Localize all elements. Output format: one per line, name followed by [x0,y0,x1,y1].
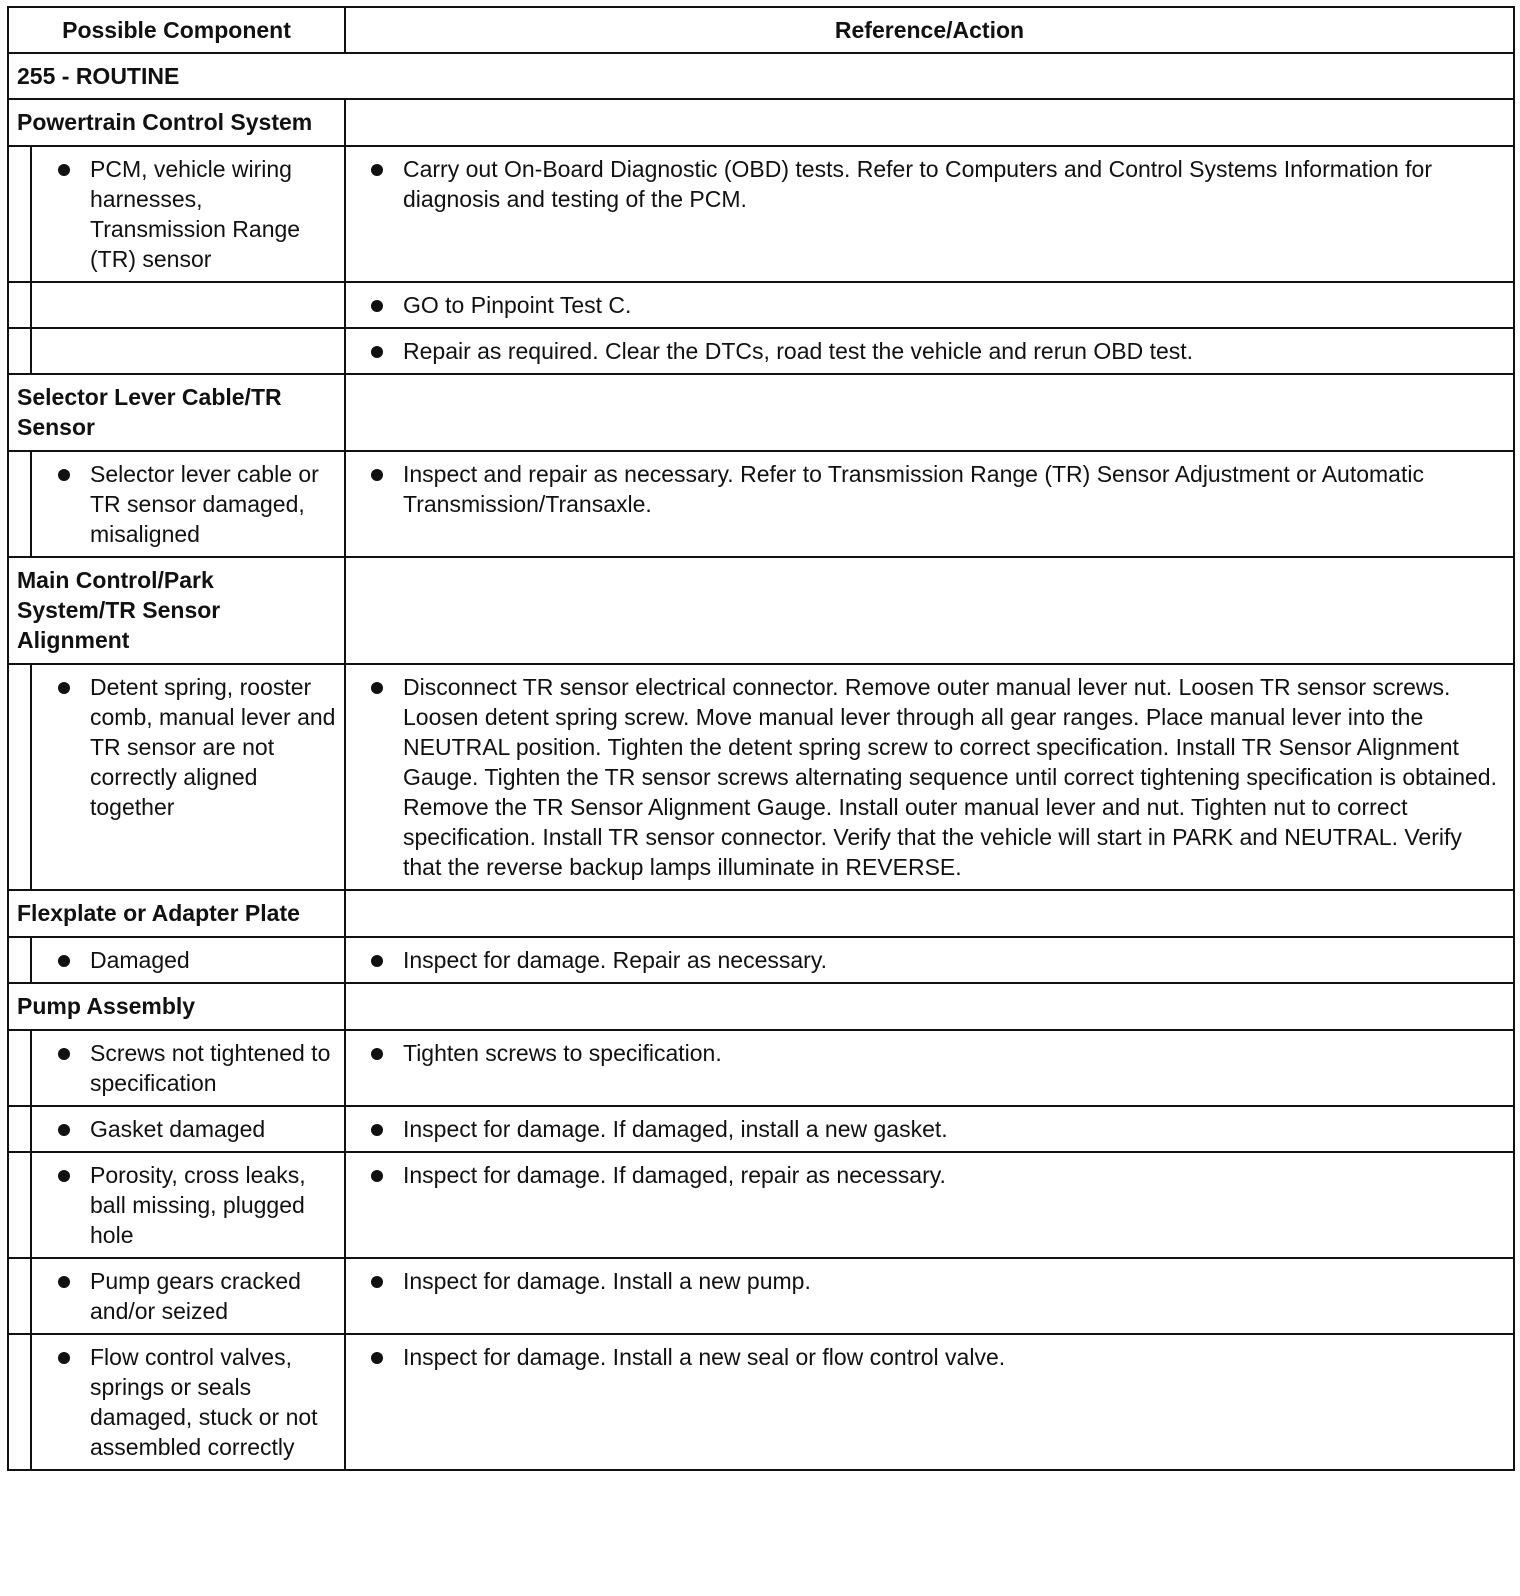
section-heading: Main Control/Park System/TR Sensor Alignment [8,557,345,664]
component-cell [31,1030,345,1106]
bullet-icon [58,1170,70,1182]
section-heading-action-cell [345,99,1514,146]
action-cell [345,146,1514,282]
table-row [8,451,1514,557]
table-row [8,282,1514,328]
action-cell [345,328,1514,374]
action-text: Disconnect TR sensor electrical connector. Remove outer manual lever nut. Loosen TR sensor screws. Loosen detent spring screw. Move manual lever through all gear ranges. Place manual lever into the NEUTRAL position. Tighten the detent spring screw to correct specification. Install TR Sensor Alignment Gauge. Tighten the TR sensor screws alternating sequence until correct tightening specification is obtained. Remove the TR Sensor Alignment Gauge. Install outer manual lever and nut. Tighten nut to correct specification. Install TR sensor connector. Verify that the vehicle will start in PARK and NEUTRAL. Verify that the reverse backup lamps illuminate in REVERSE. [403,674,1497,880]
action-text: Inspect for damage. Install a new pump. [403,1268,811,1294]
action-cell [345,1106,1514,1152]
table-row [8,1258,1514,1334]
action-cell [345,451,1514,557]
section-heading-action-cell [345,557,1514,664]
section-heading: Powertrain Control System [8,99,345,146]
table-row [8,1106,1514,1152]
action-cell [345,937,1514,983]
indent-cell [8,282,31,328]
routine-label: 255 - ROUTINE [17,63,180,89]
table-row [8,1152,1514,1258]
bullet-icon [58,1352,70,1364]
table-row [8,664,1514,890]
section-heading-row [8,374,1514,451]
bullet-icon [58,1124,70,1136]
bullet-icon [371,1276,383,1288]
bullet-icon [371,1170,383,1182]
component-text: PCM, vehicle wiring harnesses, Transmission Range (TR) sensor [90,156,301,272]
section-heading: Selector Lever Cable/TR Sensor [8,374,345,451]
bullet-icon [371,1352,383,1364]
component-cell [31,1106,345,1152]
action-cell [345,1258,1514,1334]
component-text: Flow control valves, springs or seals damaged, stuck or not assembled correctly [90,1344,318,1460]
indent-cell [8,1334,31,1470]
indent-cell [8,664,31,890]
indent-cell [8,1258,31,1334]
indent-cell [8,451,31,557]
component-cell [31,451,345,557]
section-heading-row [8,557,1514,664]
component-text: Detent spring, rooster comb, manual lever and TR sensor are not correctly aligned together [90,674,336,820]
section-heading-action-cell [345,890,1514,937]
bullet-icon [371,682,383,694]
table-row [8,1030,1514,1106]
table-row [8,937,1514,983]
indent-cell [8,1152,31,1258]
component-text: Pump gears cracked and/or seized [90,1268,301,1324]
routine-row [8,53,1514,99]
action-cell [345,1334,1514,1470]
action-text: Inspect for damage. If damaged, install a new gasket. [403,1116,948,1142]
component-cell [31,146,345,282]
section-heading: Flexplate or Adapter Plate [8,890,345,937]
component-cell [31,282,345,328]
component-cell [31,1152,345,1258]
indent-cell [8,1106,31,1152]
action-text: Repair as required. Clear the DTCs, road test the vehicle and rerun OBD test. [403,338,1194,364]
component-cell [31,1334,345,1470]
action-text: Inspect for damage. If damaged, repair as necessary. [403,1162,946,1188]
diagnostic-table [7,6,1515,1471]
table-row [8,1334,1514,1470]
indent-cell [8,1030,31,1106]
action-cell [345,282,1514,328]
bullet-icon [58,955,70,967]
indent-cell [8,937,31,983]
component-cell [31,664,345,890]
component-text: Screws not tightened to specification [90,1040,331,1096]
bullet-icon [371,300,383,312]
indent-cell [8,146,31,282]
bullet-icon [58,164,70,176]
bullet-icon [58,469,70,481]
bullet-icon [58,1276,70,1288]
component-text: Selector lever cable or TR sensor damaged, misaligned [90,461,319,547]
bullet-icon [371,346,383,358]
component-cell [31,328,345,374]
component-cell [31,1258,345,1334]
action-cell [345,1030,1514,1106]
action-text: Inspect and repair as necessary. Refer to Transmission Range (TR) Sensor Adjustment or Automatic Transmission/Transaxle. [403,461,1424,517]
bullet-icon [58,1048,70,1060]
header-reference-action: Reference/Action [345,7,1514,53]
action-text: Inspect for damage. Install a new seal or flow control valve. [403,1344,1006,1370]
bullet-icon [58,682,70,694]
component-text: Damaged [90,947,190,973]
section-heading-row [8,99,1514,146]
header-possible-component: Possible Component [8,7,345,53]
action-text: Tighten screws to specification. [403,1040,722,1066]
table-row [8,328,1514,374]
header-row [8,7,1514,53]
section-heading-action-cell [345,374,1514,451]
component-text: Gasket damaged [90,1116,266,1142]
component-text: Porosity, cross leaks, ball missing, plugged hole [90,1162,306,1248]
bullet-icon [371,955,383,967]
action-text: Inspect for damage. Repair as necessary. [403,947,828,973]
action-cell [345,1152,1514,1258]
action-text: Carry out On-Board Diagnostic (OBD) tests. Refer to Computers and Control Systems Information for diagnosis and testing of the PCM. [403,156,1432,212]
action-cell [345,664,1514,890]
bullet-icon [371,164,383,176]
section-heading-action-cell [345,983,1514,1030]
table-row [8,146,1514,282]
component-cell [31,937,345,983]
bullet-icon [371,1048,383,1060]
indent-cell [8,328,31,374]
bullet-icon [371,469,383,481]
section-heading-row [8,890,1514,937]
action-text: GO to Pinpoint Test C. [403,292,632,318]
section-heading-row [8,983,1514,1030]
section-heading: Pump Assembly [8,983,345,1030]
bullet-icon [371,1124,383,1136]
